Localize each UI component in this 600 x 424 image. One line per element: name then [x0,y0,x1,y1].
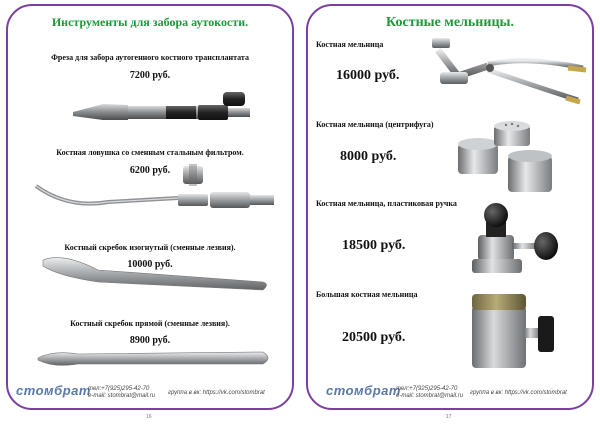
item-price-plastic-handle: 18500 руб. [342,238,406,253]
footer-group-link[interactable]: группа в вк: https://vk.com/stombrat [470,390,567,396]
item-price-trap: 6200 руб. [129,165,171,176]
item-caption-mill: Костная мельница [316,40,384,49]
item-price-large-mill: 20500 руб. [342,330,406,345]
large-mill-image [466,292,566,372]
bone-mill-image [428,36,588,106]
item-price-straight-scraper: 8900 руб. [129,335,171,346]
footer-contacts [396,386,463,400]
item-price-mill: 16000 руб. [336,68,400,83]
footer-email: e-mail: stombrat@mail.ru [88,393,156,399]
item-price-centrifuge: 8000 руб. [340,149,397,164]
footer-phone: тел:+7(925)295-42-70 [88,386,150,392]
item-caption-trap: Костная ловушка со сменным стальным фильтром. [56,148,244,157]
page-number-right: 17 [446,414,452,420]
catalog-page-left [6,4,294,410]
footer-group-link[interactable]: группа в вк: https://vk.com/stombrat [168,390,265,396]
item-price-bur: 7200 руб. [129,70,171,81]
footer-email: e-mail: stombrat@mail.ru [396,393,464,399]
page-title: Инструменты для забора аутокости. [51,15,249,29]
brand-logo: стомбрат [16,383,91,398]
item-caption-straight-scraper: Костный скребок прямой (сменные лезвия). [70,319,230,328]
bur-image [68,90,258,130]
item-caption-plastic-handle: Костная мельница, пластиковая ручка [316,199,457,208]
curved-scraper-image [38,248,278,298]
page-number-left: 16 [146,414,152,420]
page-title: Костные мельницы. [386,15,514,30]
catalog-page-right [306,4,594,410]
brand-logo: стомбрат [326,383,401,398]
item-caption-bur: Фреза для забора аутогенного костного трансплантата [51,53,249,62]
straight-scraper-image [33,344,278,374]
footer-contacts [88,386,155,400]
centrifuge-mill-image [454,118,564,198]
plastic-handle-mill-image [458,201,568,286]
item-caption-centrifuge: Костная мельница (центрифуга) [316,120,434,129]
bone-trap-image [28,164,288,224]
item-price-curved-scraper: 10000 руб. [127,259,173,270]
item-caption-curved-scraper: Костный скребок изогнутый (сменные лезвия). [64,243,236,252]
item-caption-large-mill: Большая костная мельница [316,290,418,299]
footer-phone: тел:+7(925)295-42-70 [396,386,458,392]
